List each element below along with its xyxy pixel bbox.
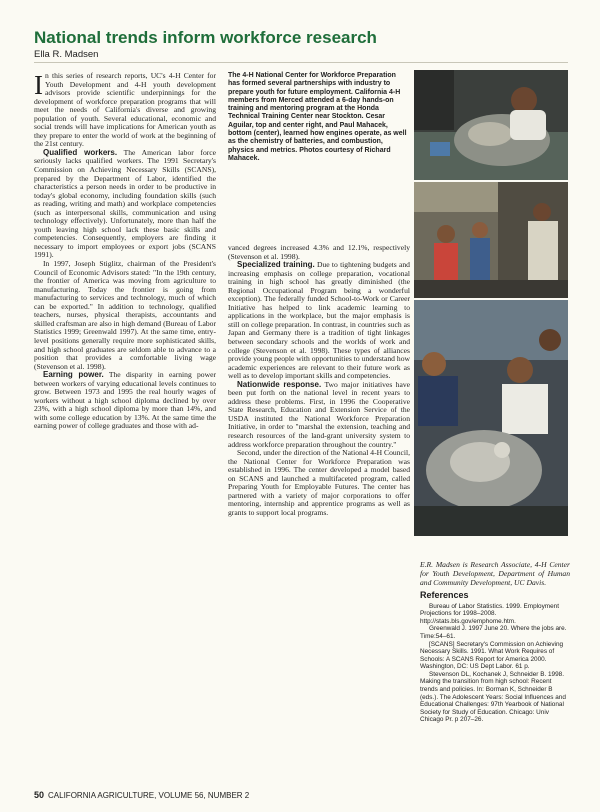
- qualified-workers-heading: Qualified workers.: [43, 147, 118, 157]
- qualified-workers-text: The American labor force seriously lacks qualified workers. The 1991 Secretary's Commission on Achieving Necessary Skills (SCANS), prepared by the Department of Labor, identified the characteristics a person needs in order to be productive in today's global economy, including foundation skills (such as reading, writing and math) and workplace competencies (such as interpersonal skills, communication and using technology effectively). Unfortunately, more than half the youth leaving high school lack these basic skills and competencies. Consequently, employers are finding it necessary to import employees or export jobs (SCANS 1991).: [34, 147, 217, 260]
- specialized-training-heading: Specialized training.: [237, 260, 315, 270]
- nationwide-response-heading: Nationwide response.: [237, 379, 322, 389]
- specialized-training-text: Due to tightening budgets and increasing emphasis on college preparation, vocational training in high school has greatly diminished (the Regional Occupational Program being a wonderful exception). The federally funded School-to-Work or Career Initiative has helped to link academic learning to applications in the workplace, but the major emphasis is still on college preparation. In contrast, in countries such as Japan and Germany there is a tradition of tight linkages between secondary schools and the worlds of work and college (Stevenson et al. 1998). These types of alliances provide young people with opportunities to understand how academic experiences are relevant to their future work as well as to develop important skills and competencies.: [228, 260, 410, 381]
- author-affiliation: E.R. Madsen is Research Associate, 4-H Center for Youth Development, Department of Human and Community Development, UC Davis.: [420, 560, 570, 587]
- page-number: 50: [34, 790, 45, 800]
- nationwide-response-text: Two major initiatives have been put forth on the national level in recent years to address these problems. First, in 1996 the Cooperative State Research, Education and Extension Service of the USDA instituted the National Workforce Preparation Initiative, in order to "marshal the extension, teaching and research resources of the land-grant university system to address workforce preparation throughout the country.": [228, 379, 411, 449]
- journal-name: CALIFORNIA AGRICULTURE, VOLUME 56, NUMBER 2: [48, 791, 250, 800]
- author-byline: Ella R. Madsen: [34, 49, 99, 60]
- earning-power-paragraph: [34, 371, 216, 431]
- photo-training-room: [414, 182, 568, 298]
- reference-item: Greenwald J. 1997 June 20. Where the jobs are. Time:54–61.: [420, 625, 567, 640]
- column-2: [228, 244, 410, 518]
- intro-paragraph: [34, 72, 216, 149]
- specialized-training-paragraph: [228, 261, 410, 381]
- continuation-paragraph: vanced degrees increased 4.3% and 12.1%, respectively (Stevenson et al. 1998).: [228, 243, 410, 261]
- reference-item: Stevenson DL, Kochanek J, Schneider B. 1998. Making the transition from high school: Recent trends and policies. In: Borman K, Schneider B (eds.). The Adolescent Years: Social Influences and Educational Challenges: 97th Yearbook of National Society for Study of Education. Chicago: Univ Chicago Pr. p 207–26.: [420, 670, 566, 724]
- nationwide-response-paragraph: [228, 381, 410, 449]
- earning-power-text: The disparity in earning power between workers of varying educational levels continues to grow. Between 1973 and 1995 the real hourly wages of workers without a high school diploma declined by over 23%, with a high school diploma by more than 14%, and with some college education by 13%. At the same time the earning power of college graduates and those with ad-: [34, 370, 216, 431]
- drop-cap: I: [34, 70, 43, 100]
- earning-power-heading: Earning power.: [43, 370, 104, 380]
- second-initiative-paragraph: Second, under the direction of the National 4-H Council, the National Center for Workforce Preparation was established in 1996. The center developed a model based on SCANS and launched a multifaceted program, called Preparing Youth for Employable Futures. The center has partnered with a variety of major corporations to offer mentoring, internship and apprentice programs as well as grants to support local programs.: [228, 448, 410, 517]
- qualified-workers-paragraph: [34, 149, 216, 260]
- article-title: National trends inform workforce research: [34, 28, 377, 47]
- reference-item: [SCANS] Secretary's Commission on Achieving Necessary Skills. 1991. What Work Requires of Schools: A SCANS Report for America 2000. Washington, DC: US Dept Labor. 61 p.: [420, 640, 564, 671]
- photo-engine-mentoring: [414, 300, 568, 536]
- title-rule: [34, 62, 568, 63]
- page-footer: [34, 790, 249, 800]
- column-1: [34, 72, 216, 431]
- stiglitz-paragraph: In 1997, Joseph Stiglitz, chairman of the President's Council of Economic Advisors stated: "In the 19th century, the frontier of America was moving from agriculture to manufacturing. Today the frontier is going from manufacturing to services and technology, much of which can be exported." In addition to technology, qualified teachers, nurses, physical therapists, accountants and skilled craftsman are also in high demand (Bureau of Labor Statistics 1999; Greenwald 1997). At the same time, entry-level positions generally require more sophisticated skills, and high school graduates are seldom able to advance to a position that provides a comfortable living wage (Stevenson et al. 1998).: [34, 259, 216, 371]
- references-heading: References: [420, 590, 469, 600]
- reference-item: Bureau of Labor Statistics. 1999. Employment Projections for 1998–2008. http://stats.bls.gov/emphome.htm.: [420, 602, 560, 625]
- photo-caption: The 4-H National Center for Workforce Preparation has formed several partnerships with industry to prepare youth for future employment. California 4-H members from Merced attended a 6-day hands-on training and mentoring program at the Honda Technical Training Center near Stockton. Cesar Aguilar, top and center right, and Paul Mahacek, bottom (center), learned how engines operate, as well as the chemistry of batteries, and combustion, physics and metrics. Photos courtesy of Richard Mahacek.: [228, 72, 407, 162]
- column-3: [420, 560, 570, 724]
- photo-engine-workshop: [414, 70, 568, 180]
- intro-text: n this series of research reports, UC's 4-H Center for Youth Development and 4-H youth development advisors provide scientific underpinnings for the development of workforce preparation programs that will meet the needs of California's diverse and growing population of youth. Several educational, economic and social trends will have implications for American youth as they prepare to enter the world of work at the beginning of the 21st century.: [34, 71, 216, 149]
